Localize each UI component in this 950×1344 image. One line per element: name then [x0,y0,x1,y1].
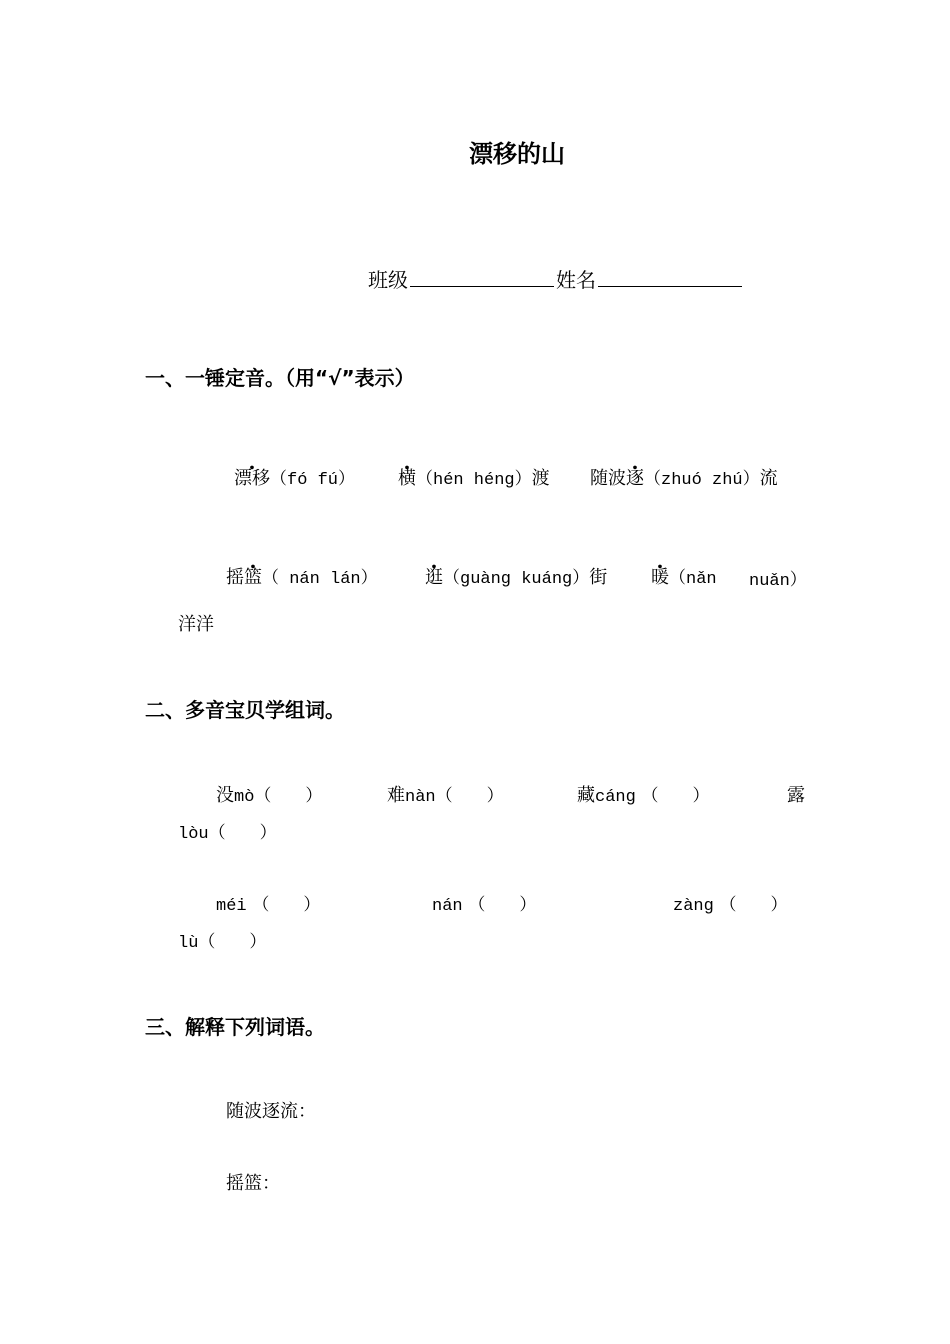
pinyin: lòu [178,825,209,844]
pinyin-options[interactable]: （fó fú） [270,471,356,490]
suffix-char: 渡 [531,468,550,489]
pinyin: méi [216,897,247,916]
char: 露 [787,785,805,806]
question-item [590,464,778,490]
char: 难 [387,785,405,806]
pinyin: nàn [405,788,436,807]
name-blank[interactable] [598,266,742,287]
class-name-line [368,264,744,293]
word-item [432,890,536,916]
word-item [178,927,266,953]
pinyin-options[interactable]: nuǎn） [749,572,807,591]
term-item: 摇篮： [226,1173,280,1194]
dotted-char: 篮 [244,567,262,588]
suffix-char: 街 [589,567,608,588]
dotted-char: 逛 [425,567,443,588]
pinyin: mò [234,788,255,807]
name-label: 姓名 [556,268,596,292]
wrapped-text: 洋洋 [178,614,214,635]
question-item [425,563,607,589]
answer-blank[interactable]: （ ） [208,823,277,843]
term-item: 随波逐流： [226,1101,316,1122]
dotted-char: 逐 [626,468,644,489]
prefix-chars: 随波 [590,468,626,489]
answer-blank[interactable]: （ ） [719,895,788,915]
pinyin: lù [178,934,199,953]
pinyin-options[interactable]: （zhuó zhú） [644,471,760,490]
word-item [216,890,320,916]
answer-blank[interactable]: （ ） [435,786,504,806]
char: 藏 [577,785,595,806]
answer-blank[interactable]: （ ） [198,932,267,952]
dotted-char: 横 [398,468,416,489]
pinyin-options[interactable]: （ nán lán） [262,570,378,589]
word-item [787,781,805,807]
question-item [651,563,717,589]
pinyin: zàng [673,897,714,916]
answer-blank[interactable]: （ ） [252,895,321,915]
word-item [577,781,710,807]
answer-blank[interactable]: （ ） [641,786,710,806]
pinyin-options[interactable]: （guàng kuáng） [443,570,590,589]
answer-blank[interactable]: （ ） [254,786,323,806]
question-item [398,464,550,490]
dotted-char: 暖 [651,567,669,588]
pinyin: cáng [595,788,636,807]
answer-blank[interactable]: （ ） [468,895,537,915]
pinyin-options[interactable]: （nǎn [669,570,717,589]
question-item [226,563,378,589]
page-title: 漂移的山 [469,140,565,168]
question-item [234,464,355,490]
word-item [178,818,277,844]
word-item [673,890,788,916]
section1-heading: 一、一锤定音。（用“√”表示） [145,366,415,390]
class-blank[interactable] [410,266,554,287]
char: 没 [216,785,234,806]
dotted-char: 漂移 [234,468,270,489]
section2-heading: 二、多音宝贝学组词。 [145,698,345,722]
suffix-char: 流 [759,468,778,489]
word-item [387,781,504,807]
pinyin-options[interactable]: （hén héng） [416,471,532,490]
class-label: 班级 [368,268,408,292]
word-item [216,781,322,807]
pinyin: nán [432,897,463,916]
prefix-chars: 摇 [226,567,244,588]
section3-heading: 三、解释下列词语。 [145,1015,325,1039]
